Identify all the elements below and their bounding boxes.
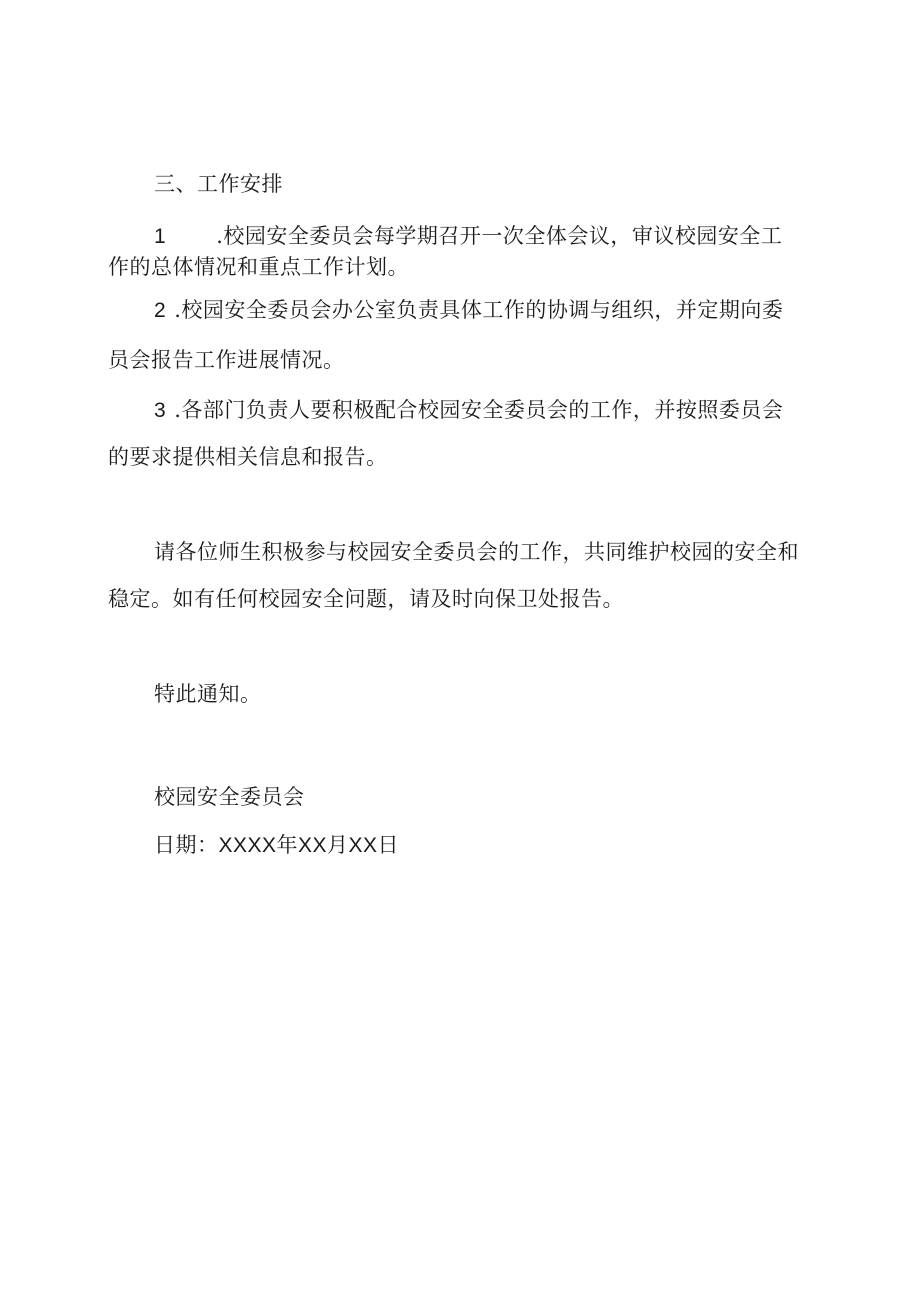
notice-text: 特此通知。 [154, 682, 262, 706]
section-heading: 三、工作安排 [154, 172, 283, 196]
item-text: .校园安全委员会每学期召开一次全体会议，审议校园安全工 [216, 224, 783, 248]
list-item [154, 398, 783, 423]
item-text: .校园安全委员会办公室负责具体工作的协调与组织，并定期向委 [174, 298, 784, 322]
item-number: 2 [154, 299, 167, 322]
closing-paragraph-line: 稳定。如有任何校园安全问题，请及时向保卫处报告。 [108, 587, 624, 611]
date-value: XXXX年XX月XX日 [218, 834, 400, 857]
closing-paragraph-line: 请各位师生积极参与校园安全委员会的工作，共同维护校园的安全和 [154, 540, 799, 564]
list-item [154, 298, 783, 323]
signature: 校园安全委员会 [154, 785, 305, 809]
item-text-continued: 的要求提供相关信息和报告。 [108, 445, 388, 469]
item-number: 3 [154, 399, 167, 422]
item-text-continued: 员会报告工作进展情况。 [108, 348, 345, 372]
item-text: .各部门负责人要积极配合校园安全委员会的工作，并按照委员会 [174, 398, 784, 422]
date-line [154, 833, 399, 858]
date-label: 日期： [154, 833, 219, 857]
list-item [154, 224, 782, 249]
item-text-continued: 作的总体情况和重点工作计划。 [108, 255, 409, 279]
item-number: 1 [154, 225, 167, 248]
